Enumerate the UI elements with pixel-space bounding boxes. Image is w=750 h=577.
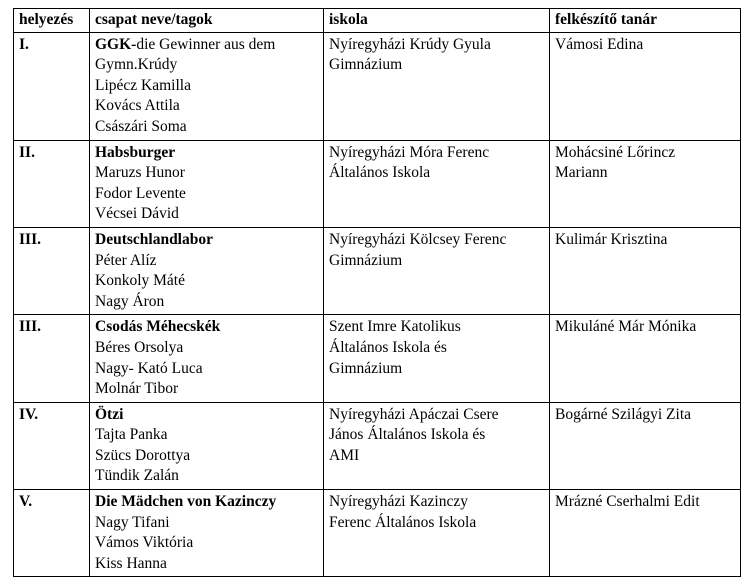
- placement-cell: [14, 402, 90, 489]
- team-member: Nagy Áron: [95, 292, 165, 310]
- teacher-line: Bogárné Szilágyi Zita: [555, 405, 692, 423]
- school-cell: [324, 140, 550, 227]
- teacher-line: Mikuláné Már Mónika: [555, 318, 697, 336]
- header-team: csapat neve/tagok: [90, 9, 324, 33]
- placement-value: III.: [19, 318, 41, 336]
- teacher-cell: [550, 140, 741, 227]
- school-line: János Általános Iskola és: [329, 426, 486, 444]
- team-cell: [90, 32, 324, 140]
- team-member: Fodor Levente: [95, 184, 186, 202]
- school-cell: [324, 315, 550, 402]
- team-name-line: [95, 230, 318, 251]
- teacher-cell: [550, 32, 741, 140]
- team-member: Tajta Panka: [95, 426, 168, 444]
- team-name-rest: die Gewinner aus dem: [136, 35, 276, 53]
- team-member: Vécsei Dávid: [95, 205, 179, 223]
- table-row: [14, 32, 741, 140]
- team-cell: [90, 490, 324, 577]
- school-line: Nyíregyházi Kölcsey Ferenc: [329, 230, 507, 248]
- placement-value: IV.: [19, 405, 39, 423]
- team-name: Ötzi: [95, 405, 124, 423]
- results-table: [13, 8, 741, 577]
- school-line: Gimnázium: [329, 56, 403, 74]
- team-member: Maruzs Hunor: [95, 164, 185, 182]
- placement-cell: [14, 140, 90, 227]
- teacher-cell: [550, 227, 741, 314]
- school-line: Nyíregyházi Móra Ferenc: [329, 143, 490, 161]
- school-line: Szent Imre Katolikus: [329, 318, 461, 336]
- team-member: Molnár Tibor: [95, 380, 179, 398]
- teacher-cell: [550, 402, 741, 489]
- table-row: [14, 140, 741, 227]
- team-member: Konkoly Máté: [95, 272, 185, 290]
- teacher-line: Vámosi Edina: [555, 35, 644, 53]
- placement-value: II.: [19, 143, 35, 161]
- placement-cell: [14, 490, 90, 577]
- team-name: Csodás Méhecskék: [95, 318, 221, 336]
- teacher-line: Mrázné Cserhalmi Edit: [555, 493, 700, 511]
- school-line: Gimnázium: [329, 359, 403, 377]
- team-member: Nagy- Kató Luca: [95, 359, 203, 377]
- team-cell: [90, 227, 324, 314]
- school-line: Nyíregyházi Kazinczy: [329, 493, 469, 511]
- team-name-line: [95, 405, 318, 426]
- team-name: Habsburger: [95, 143, 176, 161]
- team-cell: [90, 140, 324, 227]
- placement-cell: [14, 315, 90, 402]
- team-member: Béres Orsolya: [95, 338, 184, 356]
- table-row: [14, 402, 741, 489]
- table-row: [14, 490, 741, 577]
- team-name: GGK-: [95, 35, 137, 53]
- team-member: Péter Alíz: [95, 251, 157, 269]
- placement-value: V.: [19, 493, 33, 511]
- placement-value: I.: [19, 35, 29, 53]
- teacher-line: Mohácsiné Lőrincz: [555, 143, 676, 161]
- teacher-line: Kulimár Krisztina: [555, 230, 668, 248]
- school-cell: [324, 32, 550, 140]
- teacher-cell: [550, 315, 741, 402]
- school-line: Gimnázium: [329, 251, 403, 269]
- school-cell: [324, 227, 550, 314]
- school-line: Nyíregyházi Krúdy Gyula: [329, 35, 491, 53]
- header-row: [14, 9, 741, 33]
- teacher-cell: [550, 490, 741, 577]
- table-row: [14, 227, 741, 314]
- team-member: Kiss Hanna: [95, 554, 167, 572]
- school-line: Általános Iskola: [329, 164, 431, 182]
- header-teacher: felkészítő tanár: [550, 9, 741, 33]
- team-member: Nagy Tifani: [95, 513, 170, 531]
- team-name: Deutschlandlabor: [95, 230, 213, 248]
- school-cell: [324, 490, 550, 577]
- team-name-continuation: Gymn.Krúdy: [95, 56, 178, 74]
- team-member: Császári Soma: [95, 117, 187, 135]
- header-school: iskola: [324, 9, 550, 33]
- team-cell: [90, 315, 324, 402]
- team-name-line: [95, 317, 318, 338]
- team-member: Vámos Viktória: [95, 534, 194, 552]
- team-member: Kovács Attila: [95, 97, 180, 115]
- school-line: Nyíregyházi Apáczai Csere: [329, 405, 499, 423]
- team-member: Szücs Dorottya: [95, 446, 191, 464]
- teacher-line: Mariann: [555, 164, 608, 182]
- team-member: Tündik Zalán: [95, 467, 179, 485]
- school-line: Általános Iskola és: [329, 338, 447, 356]
- school-line: AMI: [329, 446, 360, 464]
- placement-value: III.: [19, 230, 41, 248]
- school-cell: [324, 402, 550, 489]
- team-member: Lipécz Kamilla: [95, 76, 191, 94]
- team-name: Die Mädchen von Kazinczy: [95, 493, 277, 511]
- team-name-line: [95, 35, 318, 56]
- header-placement: helyezés: [14, 9, 90, 33]
- table-row: [14, 315, 741, 402]
- team-name-line: [95, 492, 318, 513]
- placement-cell: [14, 227, 90, 314]
- placement-cell: [14, 32, 90, 140]
- team-name-line: [95, 143, 318, 164]
- school-line: Ferenc Általános Iskola: [329, 513, 477, 531]
- team-cell: [90, 402, 324, 489]
